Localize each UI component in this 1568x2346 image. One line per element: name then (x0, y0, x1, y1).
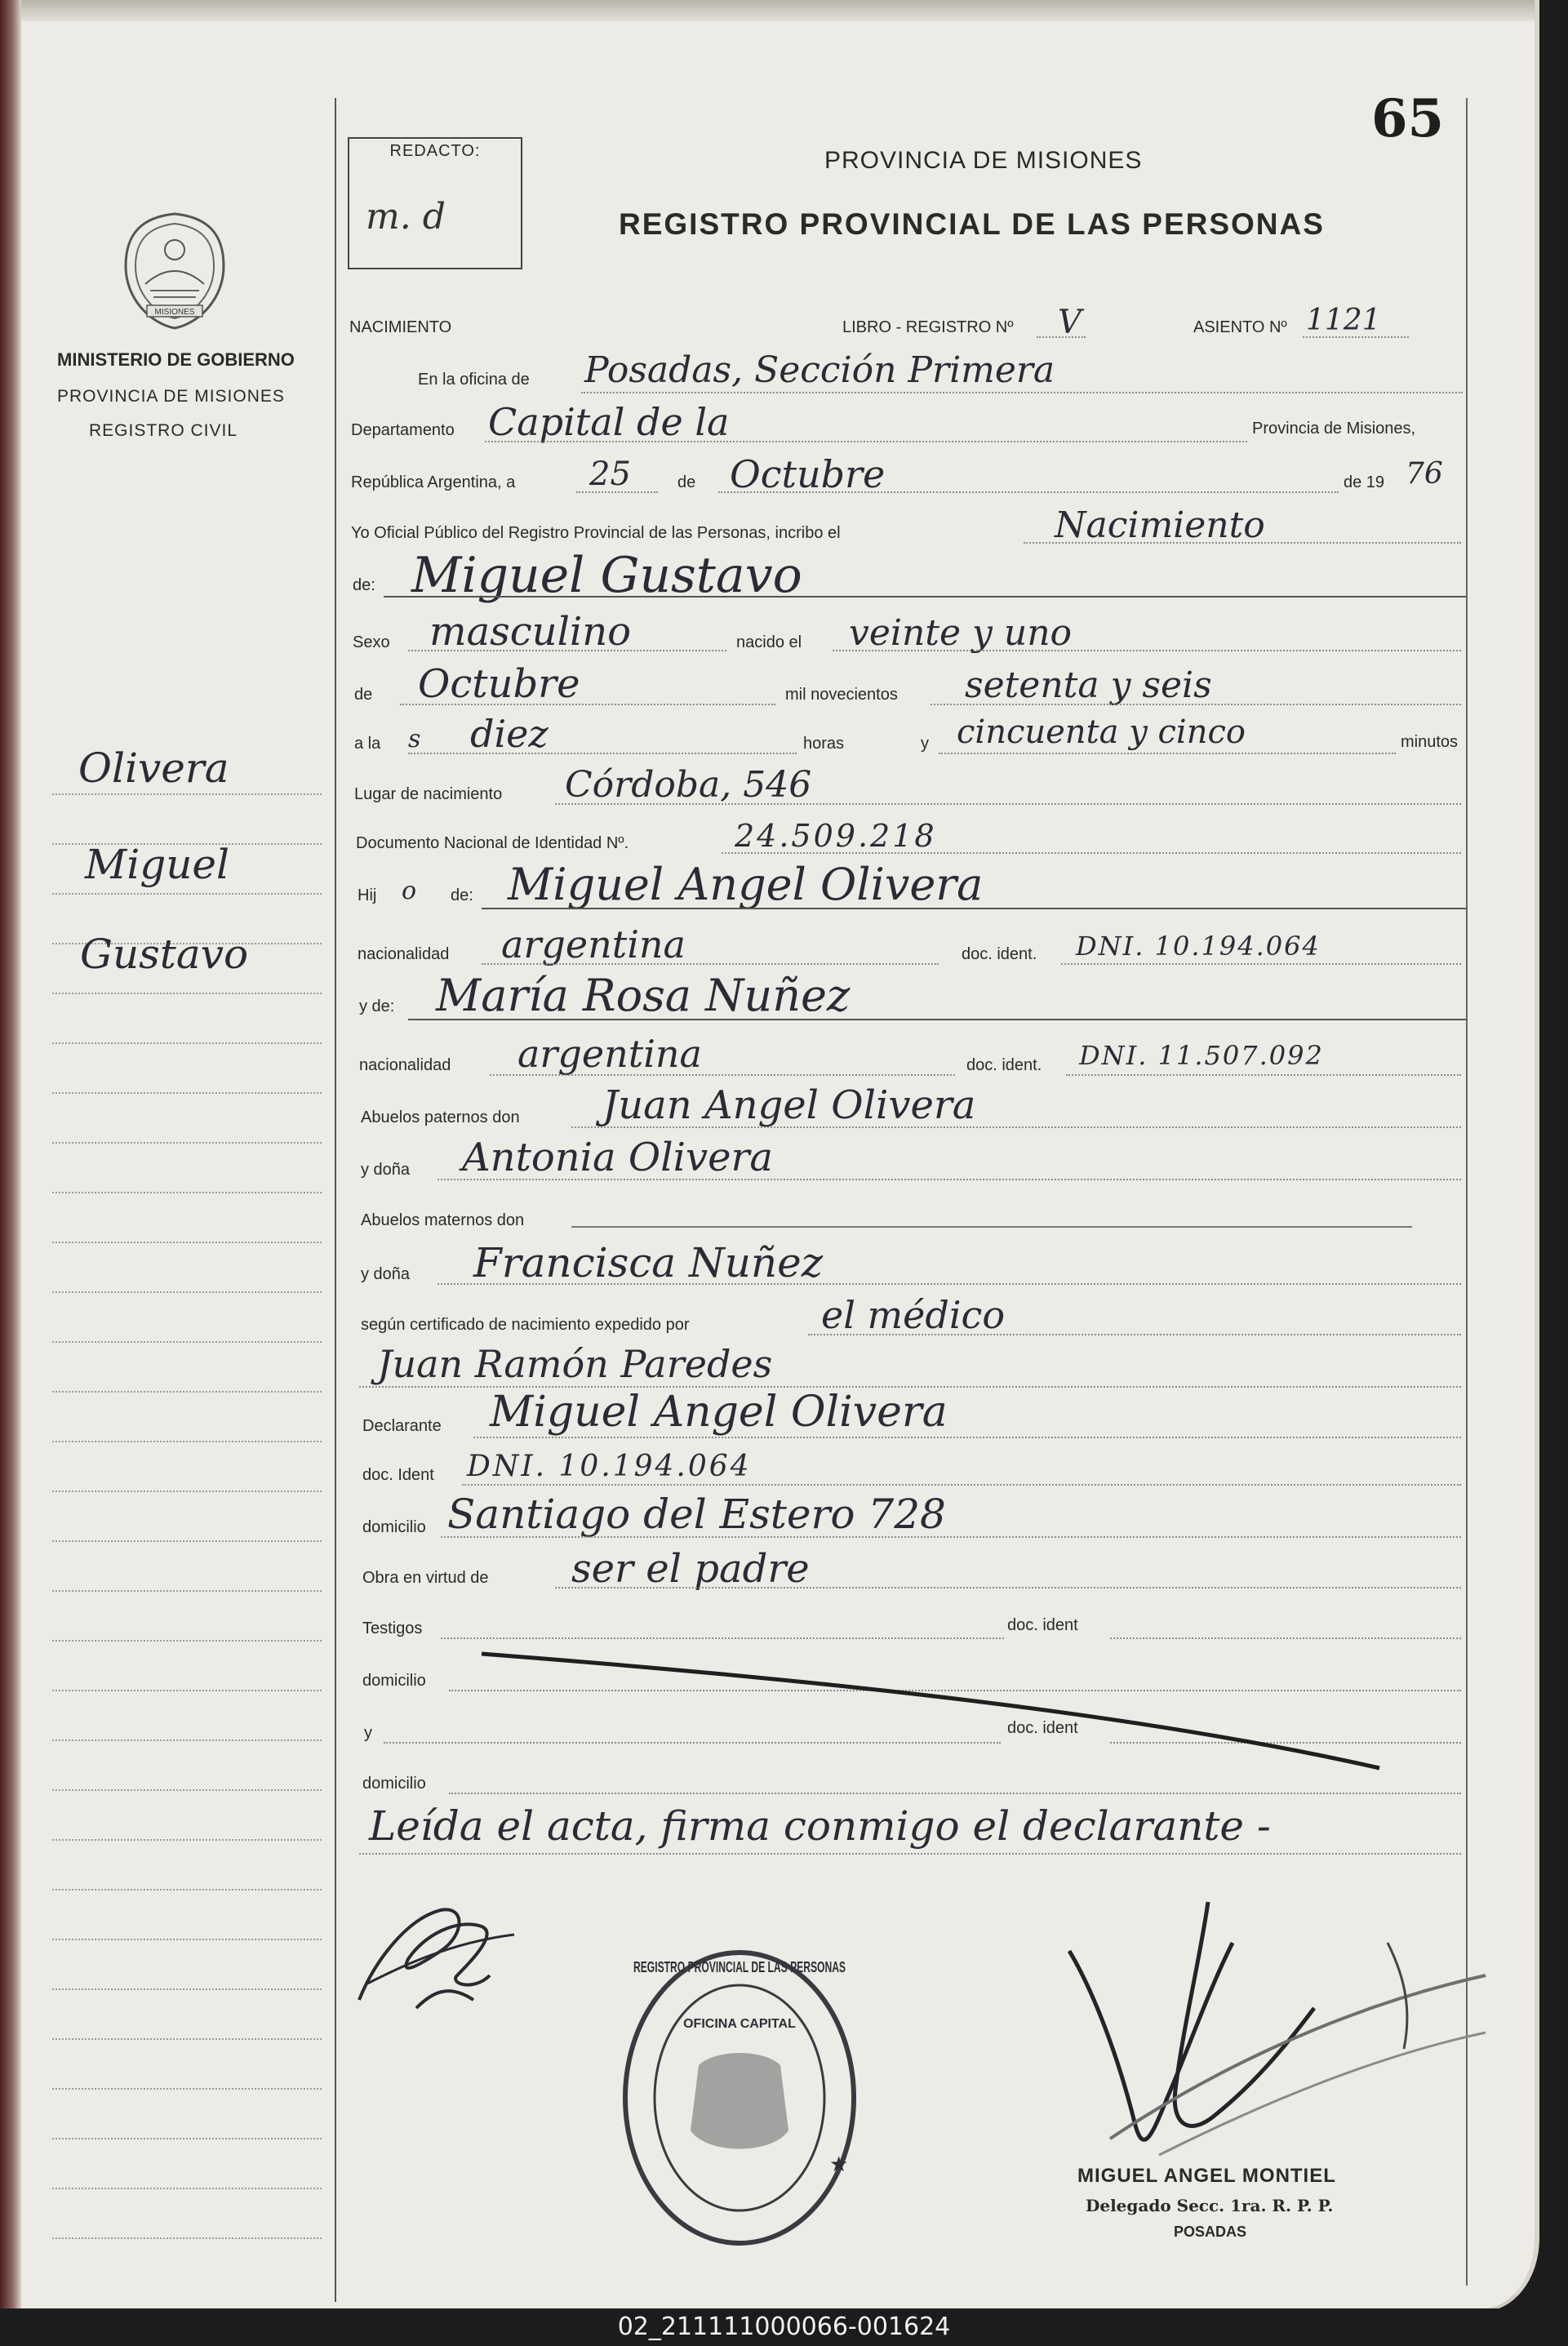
lugar-label: Lugar de nacimiento (354, 785, 503, 803)
book-spine (0, 0, 21, 2308)
minutos-line (939, 753, 1396, 754)
leida-value: Leída el acta, firma conmigo el declarante - (369, 1802, 1271, 1850)
nombre-line (384, 596, 1466, 598)
official-city: POSADAS (1174, 2224, 1247, 2240)
libro-value: V (1058, 304, 1082, 341)
horas-value: diez (470, 712, 549, 756)
horas-label: horas (803, 735, 845, 753)
libro-line (1037, 336, 1086, 338)
province-title: PROVINCIA DE MISIONES (824, 147, 1143, 174)
province-seal-icon (118, 209, 232, 331)
margin-ruled-line (52, 1889, 322, 1891)
page-top-edge (0, 0, 1535, 21)
margin-firstname: Miguel (85, 841, 229, 888)
abpat2-line (438, 1179, 1461, 1180)
hijo-label: Hij (358, 886, 377, 904)
docident1-line (1061, 963, 1461, 965)
margin-ruled-line (52, 1242, 322, 1243)
nac1-line (482, 963, 939, 965)
nacido-mes-line (400, 704, 775, 705)
abpat-label: Abuelos paternos don (361, 1109, 520, 1126)
official-name: MIGUEL ANGEL MONTIEL (1077, 2165, 1336, 2187)
sidebar-province: PROVINCIA DE MISIONES (57, 387, 285, 406)
margin-ruled-line (52, 1192, 322, 1193)
mil-line (931, 704, 1461, 705)
de-label: de (677, 473, 696, 491)
redacto-initials: m. d (366, 196, 446, 238)
oficial-value: Nacimiento (1055, 504, 1265, 546)
alas-label: a la (354, 735, 381, 753)
docident2-value: DNI. 11.507.092 (1079, 1040, 1324, 1071)
margin-ruled-line (52, 1640, 322, 1642)
dia-line (576, 491, 658, 493)
madre-value: María Rosa Nuñez (436, 970, 851, 1021)
sexo-value: masculino (429, 609, 632, 655)
nombre-value: Miguel Gustavo (411, 547, 802, 604)
margin-ruled-line (52, 2088, 322, 2090)
dni-line (722, 852, 1461, 854)
sexo-label: Sexo (353, 633, 390, 651)
docident3-label: doc. Ident (362, 1466, 434, 1484)
nac1-label: nacionalidad (358, 945, 450, 963)
dia-value: 25 (589, 455, 631, 493)
docident3-value: DNI. 10.194.064 (467, 1450, 752, 1483)
domicilio2-label: domicilio (362, 1672, 426, 1690)
medico-value: Juan Ramón Paredes (377, 1342, 773, 1386)
obra-label: Obra en virtud de (362, 1569, 489, 1587)
margin-ruled-line (52, 2237, 322, 2239)
margin-ruled-line (52, 2038, 322, 2040)
abmat-label: Abuelos maternos don (361, 1211, 525, 1229)
stamp-inner-text: OFICINA CAPITAL (683, 2017, 796, 2031)
declarante-line (473, 1437, 1461, 1438)
margin-ruled-line (52, 1839, 322, 1841)
margin-surname: Olivera (78, 744, 229, 792)
nac2-line (490, 1074, 955, 1076)
margin-ruled-line (52, 1142, 322, 1144)
margin-ruled-line (52, 1441, 322, 1442)
margin-ruled-line (52, 1341, 322, 1343)
hijo-o: o (402, 877, 417, 905)
margin-ruled-line (52, 1540, 322, 1542)
dni-value: 24.509.218 (735, 818, 937, 854)
page-number: 65 (1371, 88, 1445, 149)
nacido-value: veinte y uno (849, 612, 1073, 654)
margin-ruled-line (52, 893, 322, 895)
docident4-line (1110, 1637, 1461, 1639)
docident2-label: doc. ident. (966, 1056, 1042, 1074)
nac1-value: argentina (501, 922, 686, 966)
declarante-label: Declarante (362, 1417, 442, 1435)
leida-line (359, 1853, 1461, 1855)
asiento-label: ASIENTO Nº (1193, 318, 1287, 336)
domicilio-label: domicilio (362, 1518, 426, 1536)
redacto-box (348, 137, 522, 269)
de3-label: de (354, 686, 373, 704)
witness-cancel-stroke (473, 1646, 1388, 1776)
nac2-value: argentina (517, 1032, 702, 1076)
margin-ruled-line (52, 1740, 322, 1741)
redacto-label: REDACTO: (389, 142, 481, 160)
domicilio3-line (449, 1793, 1461, 1794)
dni-label: Documento Nacional de Identidad Nº. (356, 834, 629, 852)
de2-label: de: (353, 576, 375, 594)
seal-text: MISIONES (154, 308, 195, 317)
oficina-label: En la oficina de (418, 371, 530, 389)
alas-s: s (408, 725, 421, 753)
y2-label: y (364, 1724, 372, 1742)
libro-label: LIBRO - REGISTRO Nº (842, 318, 1014, 336)
registry-stamp-icon (617, 1943, 862, 2253)
margin-middlename: Gustavo (80, 931, 249, 978)
asiento-line (1303, 336, 1409, 338)
record-type-label: NACIMIENTO (349, 318, 452, 336)
departamento-value: Capital de la (488, 400, 730, 444)
testigos-line (441, 1637, 1004, 1639)
nac2-label: nacionalidad (359, 1056, 451, 1074)
yde-label: y de: (359, 997, 395, 1015)
lugar-value: Córdoba, 546 (565, 764, 812, 806)
margin-ruled-line (52, 1391, 322, 1393)
madre-line (408, 1019, 1466, 1020)
nacido-line (833, 650, 1461, 651)
testigos-label: Testigos (362, 1620, 423, 1637)
margin-ruled-line (52, 1988, 322, 1990)
oficial-text: Yo Oficial Público del Registro Provincial de las Personas, incribo el (351, 524, 841, 542)
docident5-label: doc. ident (1007, 1719, 1078, 1737)
horas-line (408, 753, 797, 754)
margin-rule (335, 98, 336, 2302)
docident3-line (462, 1484, 1461, 1486)
obra-line (555, 1587, 1461, 1588)
mil-label: mil novecientos (785, 686, 898, 704)
padre-value: Miguel Angel Olivera (508, 859, 984, 910)
anio-value: 76 (1406, 457, 1443, 491)
ydona2-label: y doña (361, 1265, 411, 1283)
abmat2-line (438, 1283, 1461, 1285)
mil-value: setenta y seis (965, 664, 1212, 706)
civil-registry: REGISTRO CIVIL (88, 421, 238, 440)
hijo-de: de: (451, 886, 473, 904)
certificado-line (808, 1334, 1461, 1335)
ydona1-label: y doña (361, 1161, 411, 1179)
official-role: Delegado Secc. 1ra. R. P. P. (1086, 2196, 1334, 2215)
margin-ruled-line (52, 993, 322, 994)
oficina-value: Posadas, Sección Primera (584, 349, 1055, 391)
margin-ruled-line (52, 1291, 322, 1293)
abmat2-value: Francisca Nuñez (473, 1239, 824, 1286)
abmat-line (571, 1226, 1412, 1228)
ministry-name: MINISTERIO DE GOBIERNO (57, 349, 295, 370)
margin-ruled-line (52, 2188, 322, 2189)
declarante-value: Miguel Angel Olivera (490, 1388, 948, 1437)
abpat-line (571, 1126, 1461, 1128)
margin-ruled-line (52, 2138, 322, 2139)
sexo-line (408, 650, 726, 651)
abpat2-value: Antonia Olivera (462, 1135, 774, 1180)
y-label: y (921, 735, 929, 753)
certificado-value: el médico (821, 1293, 1006, 1337)
svg-text:★: ★ (829, 2153, 849, 2177)
departamento-line (485, 441, 1247, 442)
asiento-value: 1121 (1306, 304, 1381, 337)
margin-ruled-line (52, 1042, 322, 1044)
declarant-signature-icon (351, 1886, 563, 2016)
provincia-suffix: Provincia de Misiones, (1252, 420, 1416, 438)
mes-line (718, 491, 1339, 493)
docident1-value: DNI. 10.194.064 (1076, 931, 1321, 962)
margin-ruled-line (52, 1491, 322, 1492)
nacido-mes-value: Octubre (418, 661, 580, 707)
registry-title: REGISTRO PROVINCIAL DE LAS PERSONAS (619, 207, 1325, 241)
domicilio-line (441, 1536, 1461, 1538)
certificado-label: según certificado de nacimiento expedido por (361, 1316, 690, 1334)
margin-ruled-line (52, 1590, 322, 1592)
anio-label: de 19 (1344, 473, 1385, 491)
mes-value: Octubre (730, 452, 886, 496)
official-signature-icon (1045, 1894, 1502, 2171)
minutos-value: cincuenta y cinco (957, 713, 1246, 751)
obra-value: ser el padre (571, 1546, 810, 1592)
minutos-label: minutos (1401, 733, 1459, 751)
departamento-label: Departamento (351, 421, 455, 439)
lugar-line (555, 803, 1461, 805)
margin-ruled-line (52, 1092, 322, 1094)
docident2-line (1066, 1074, 1461, 1076)
stamp-text: REGISTRO PROVINCIAL DE LAS PERSONAS (633, 1959, 846, 1975)
file-id-footer: 02_211111000066-001624 (0, 2308, 1568, 2346)
nacido-label: nacido el (736, 633, 802, 651)
domicilio3-label: domicilio (362, 1775, 426, 1793)
docident4-label: doc. ident (1007, 1616, 1078, 1634)
margin-ruled-line (52, 1939, 322, 1940)
padre-line (482, 908, 1466, 909)
oficina-line (581, 392, 1463, 393)
domicilio-value: Santiago del Estero 728 (447, 1491, 946, 1538)
margin-ruled-line (52, 1690, 322, 1691)
docident1-label: doc. ident. (962, 945, 1037, 963)
margin-ruled-line (52, 1789, 322, 1791)
republica-label: República Argentina, a (351, 473, 516, 491)
abpat-value: Juan Angel Olivera (602, 1082, 976, 1128)
margin-ruled-line (52, 793, 322, 795)
